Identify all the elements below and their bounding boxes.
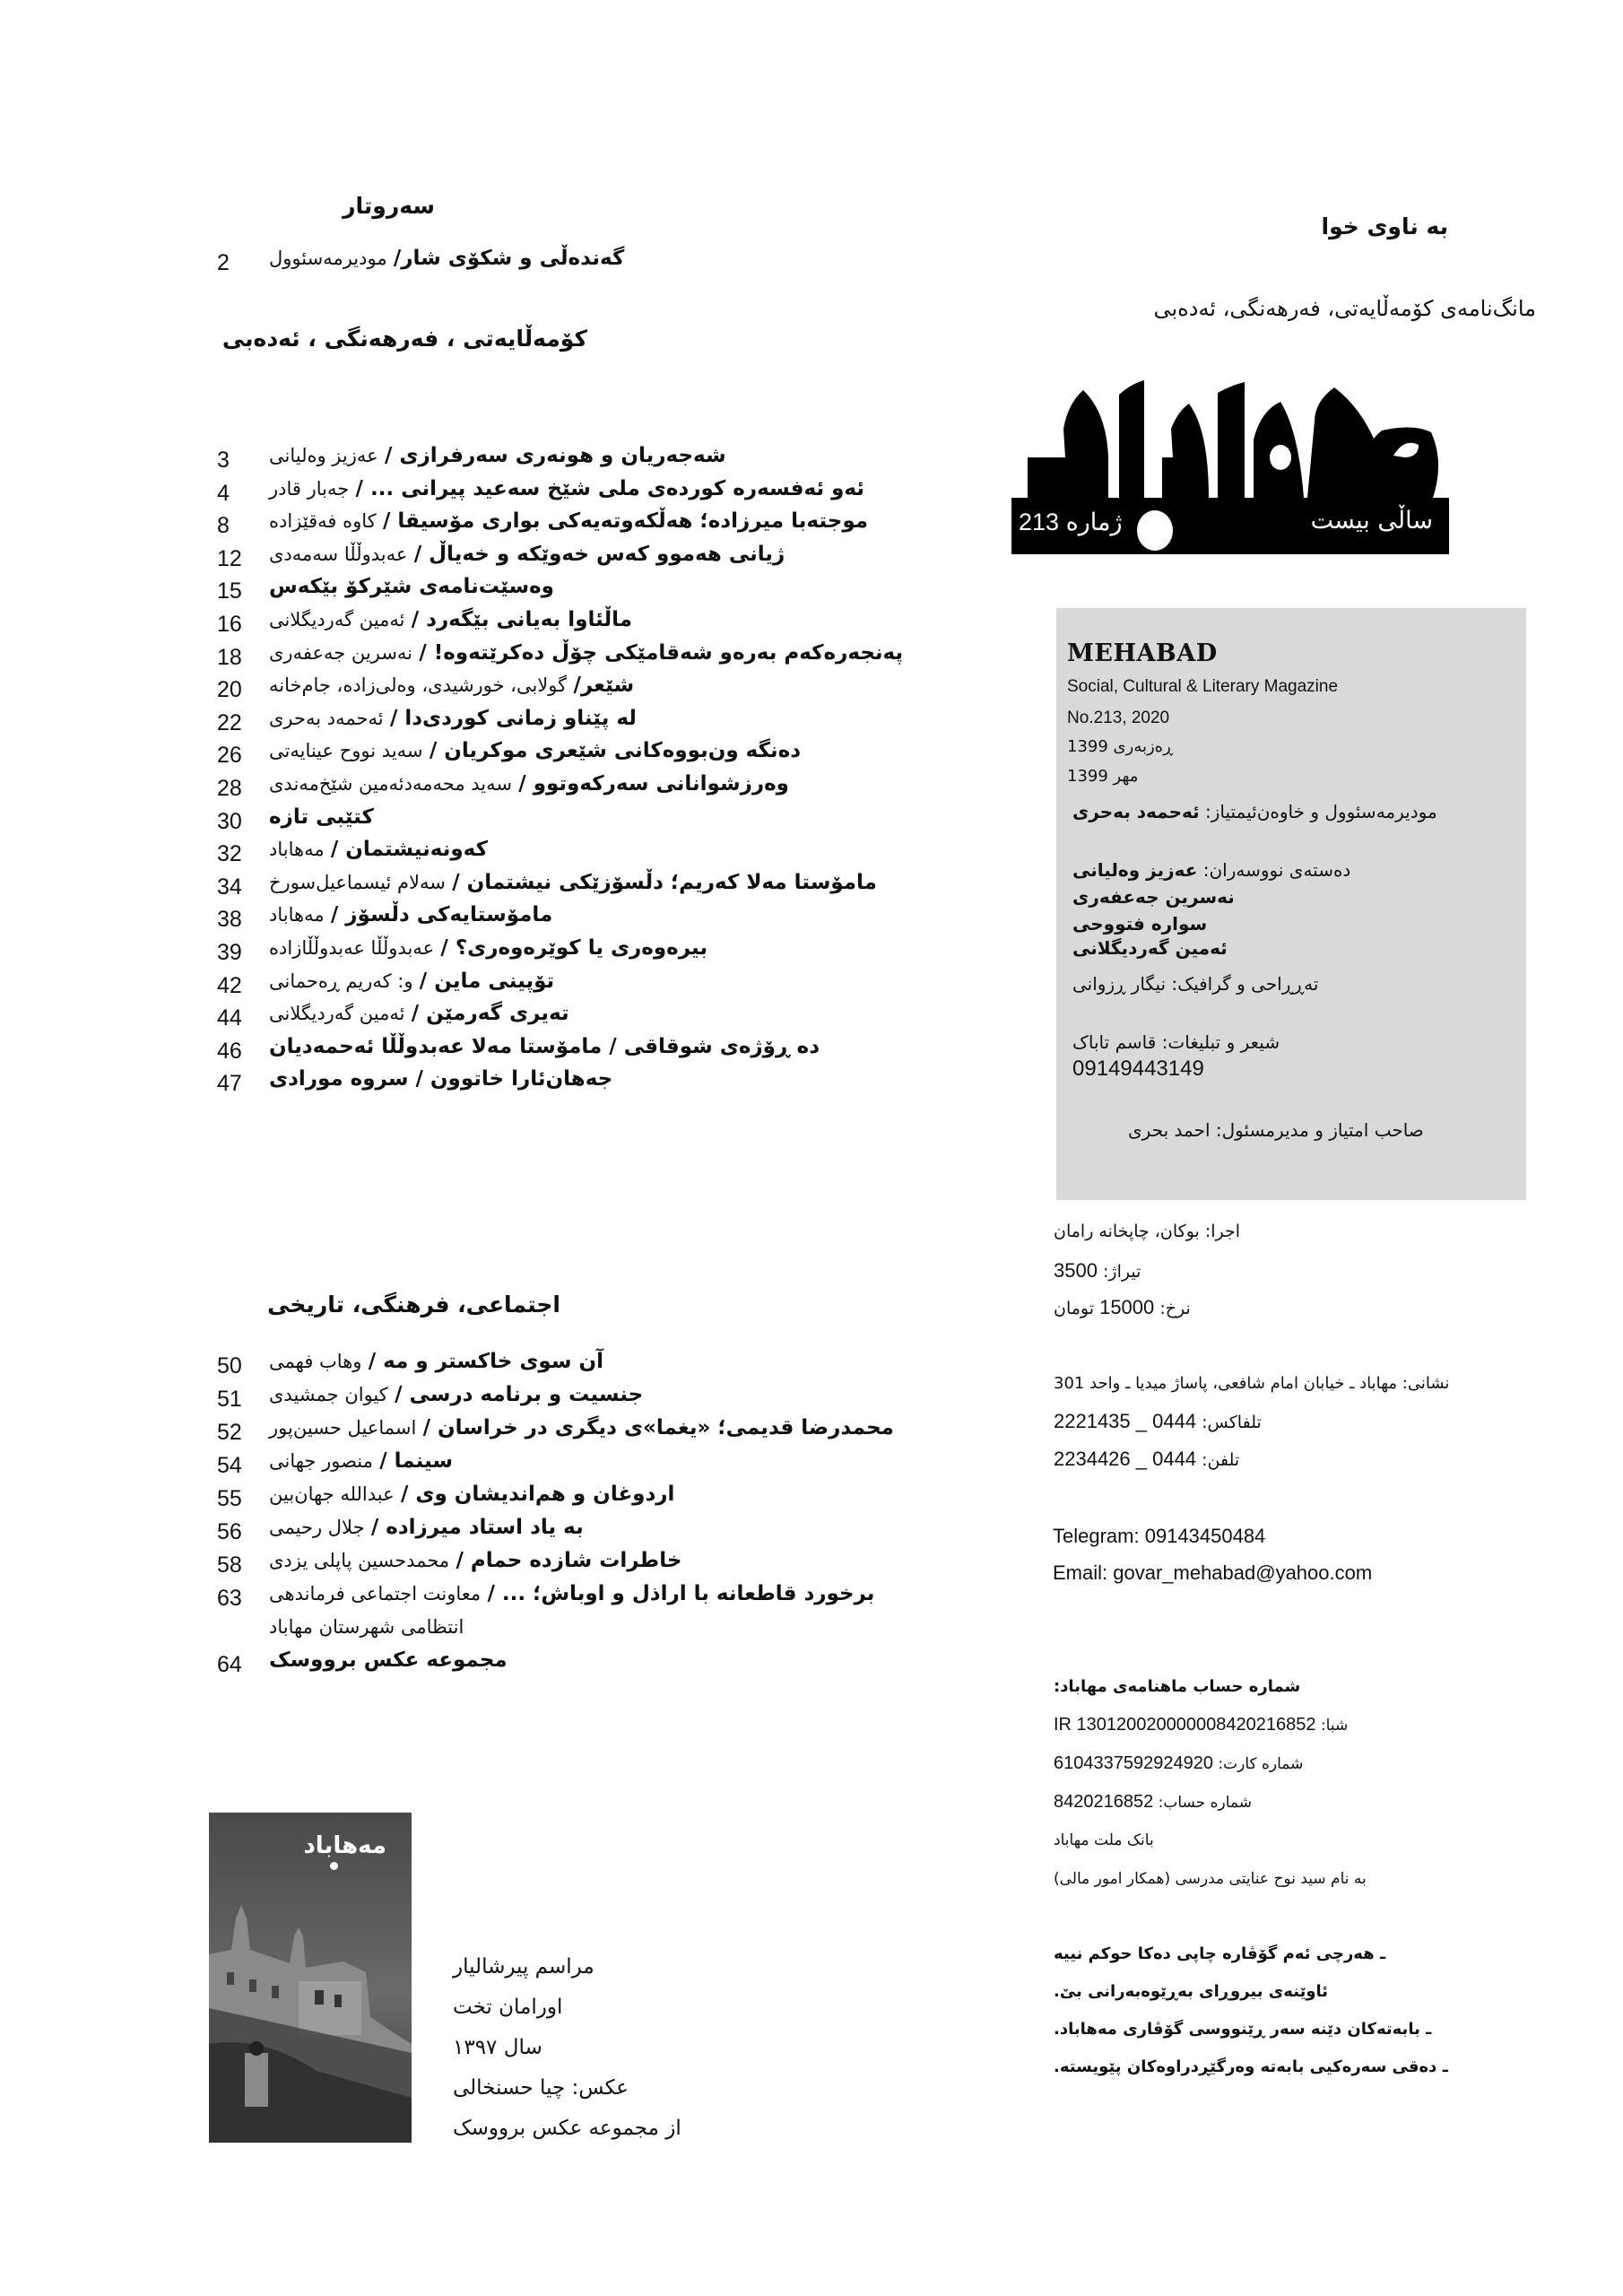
cover-caption-line: عکس: چیا حسنخالی [453,2076,629,2100]
toc-entry[interactable] [206,707,995,743]
note-line: ـ هه‌رچی ئه‌م گۆڤاره چاپی ده‌کا حوکم نییه [1054,1944,1386,1963]
toc-entry[interactable] [206,871,995,907]
toc-page-number: 64 [217,1652,242,1677]
toc-entry-text [269,1549,681,1572]
sheba-label: شبا: [1320,1717,1349,1735]
building-photo-icon [209,1900,412,2143]
toc-entry-text [269,444,726,467]
toc-title: مامۆستا مه‌لا که‌ریم؛ دڵسۆزێکی نیشتمان / [452,870,877,894]
toc-title: سینما / [379,1449,454,1473]
toc-page-number: 56 [217,1519,242,1544]
ads-credit: شیعر و تبلیغات: قاسم تاباک [1072,1031,1280,1053]
fax-line [1054,1410,1262,1433]
price-value: 15000 [1099,1296,1155,1318]
toc-author: عه‌زیز وه‌لیانی [269,445,378,466]
fax-number: 0444 _ 2221435 [1054,1410,1197,1432]
toc-page-number: 58 [217,1552,242,1578]
toc-title: جه‌هان‌ئارا خاتوون / سروه مورادی [269,1067,613,1091]
section-heading-editorial: سه‌روتار [343,193,435,219]
toc-entry-text [269,936,707,960]
toc-page-number: 32 [217,841,242,867]
toc-entry-text [269,838,488,861]
phone-number: 0444 _ 2234426 [1054,1448,1197,1470]
toc-page-number: 2 [217,250,230,275]
toc-page-number: 54 [217,1453,242,1478]
toc-entry[interactable] [206,970,995,1005]
toc-entry[interactable] [206,477,995,513]
cover-caption-line: اورامان تخت [453,1996,563,2019]
toc-title: موجته‌با میرزاده؛ هه‌ڵکه‌وته‌یه‌کی بواری مۆسیقا / [382,509,868,534]
circulation-value: 3500 [1054,1259,1098,1282]
toc-entry[interactable] [206,1582,995,1618]
toc-entry[interactable] [206,608,995,644]
toc-entry-text [269,543,785,566]
card-label: شماره کارت: [1218,1755,1304,1773]
bismillah-heading: به ناوی خوا [1321,213,1448,239]
toc-entry-text [269,509,868,533]
toc-entry-text [269,608,632,631]
toc-author: مودیرمه‌سئوول [269,248,387,269]
cover-thumbnail [209,1813,412,2143]
cover-logo: مه‌هاباد [303,1832,386,1859]
toc-entry[interactable] [206,739,995,775]
toc-page-number: 47 [217,1071,242,1097]
note-line: ـ بابه‌ته‌کان دێنه سه‌ر ڕێنووسی گۆڤاری مه‌هاباد. [1054,2020,1432,2039]
toc-entry-text [269,739,801,762]
toc-title: تۆپینی ماین / [419,969,555,993]
board-member: عه‌زیز وه‌لیانی [1072,859,1198,881]
toc-title: آن سوی خاکستر و مه / [368,1350,603,1373]
toc-author: نه‌سرین جه‌عفه‌ری [269,641,413,664]
toc-author: مه‌هاباد [269,904,325,926]
toc-entry-text [269,1383,643,1406]
card-line [1054,1753,1303,1774]
ads-phone: 09149443149 [1072,1057,1204,1081]
toc-author: عبدالله جهان‌بین [269,1483,395,1505]
circulation-line [1054,1259,1141,1283]
toc-entry-text [269,1350,603,1373]
magazine-tagline: مانگ‌نامه‌ی کۆمه‌ڵایه‌تی، فه‌رهه‌نگی، ئه‌ده‌بی [1153,296,1536,321]
section-heading-kurdish: کۆمه‌ڵایه‌تی ، فه‌رهه‌نگی ، ئه‌ده‌بی [221,326,587,352]
toc-page-number: 26 [217,743,242,769]
toc-page-number: 12 [217,545,242,571]
toc-title: که‌ونه‌نیشتمان / [330,838,489,862]
toc-page-number: 15 [217,578,242,604]
toc-entry[interactable] [206,575,995,611]
toc-entry[interactable] [206,509,995,545]
toc-author: سه‌ید نووح عینایه‌تی [269,740,423,762]
toc-entry-text [269,1582,874,1605]
toc-entry[interactable] [206,1483,995,1518]
toc-entry-text [269,674,634,697]
board-line [1072,859,1350,881]
toc-entry[interactable] [206,641,995,677]
editor-name: ئه‌حمه‌د به‌حری [1072,801,1200,822]
toc-entry[interactable] [206,903,995,939]
toc-entry[interactable] [206,1648,995,1684]
toc-page-number: 20 [217,677,242,703]
toc-entry[interactable] [206,674,995,709]
logo-wordmark [1019,368,1445,498]
section-heading-persian: اجتماعی، فرهنگی، تاریخی [267,1292,560,1318]
toc-entry-text [269,1035,820,1058]
telegram-contact[interactable]: Telegram: 09143450484 [1053,1525,1266,1547]
board-member: نه‌سرین جه‌عفه‌ری [1072,886,1235,908]
toc-author: انتظامی شهرستان مهاباد [269,1616,464,1638]
toc-author: اسماعیل حسین‌پور [269,1417,417,1439]
price-unit: تومان [1054,1299,1095,1318]
toc-title: وه‌سێت‌نامه‌ی شێرکۆ بێکه‌س [269,575,554,599]
toc-page-number: 38 [217,907,242,933]
price-line [1054,1296,1191,1319]
account-holder: به نام سید نوح عنایتی مدرسی (همکار امور مالی) [1054,1870,1367,1888]
toc-entry-text [269,1002,569,1025]
toc-entry-text [269,707,637,730]
toc-page-number: 16 [217,612,242,637]
logo-dot-icon [1137,510,1173,551]
toc-entry-text [269,1516,584,1539]
toc-page-number: 42 [217,972,242,998]
toc-entry-text [269,903,552,926]
toc-entry[interactable] [206,805,995,841]
circulation-label: تیراژ: [1103,1262,1141,1282]
mehabad-logo [1011,368,1451,556]
toc-title: شێعر/ [573,674,635,698]
toc-author: عه‌بدوڵڵا سه‌مه‌دی [269,543,408,565]
issue-number: ژماره 213 [1019,509,1123,535]
phone-line [1054,1448,1239,1471]
toc-title: ده ڕۆژه‌ی شوقاقی / مامۆستا مه‌لا عه‌بدوڵڵا ئه‌حمه‌دیان [269,1034,820,1058]
date-kurdish: ڕه‌زبه‌ری 1399 [1067,737,1174,756]
board-member: ئه‌مین گه‌ردیگلانی [1072,937,1228,959]
toc-entry[interactable] [206,1516,995,1552]
year-label: ساڵی بیست [1310,507,1433,535]
account-line [1054,1792,1252,1813]
colophon-box [1056,608,1526,1200]
address-line: نشانی: مهاباد ـ خیابان امام شافعی، پاساژ میدیا ـ واحد 301 [1054,1374,1450,1393]
toc-entry-text [269,641,903,665]
toc-author: منصور جهانی [269,1450,373,1472]
toc-page-number: 3 [217,448,230,473]
toc-author: کیوان جمشیدی [269,1384,388,1405]
toc-author: ئه‌حمه‌د به‌حری [269,707,384,729]
cover-caption-line: سال ۱۳۹۷ [453,2036,542,2059]
toc-entry[interactable] [206,247,995,283]
toc-entry-text [269,1449,453,1473]
toc-page-number: 22 [217,709,242,735]
toc-entry[interactable] [206,772,995,808]
toc-author: مه‌هاباد [269,839,325,861]
price-label: نرخ: [1159,1299,1191,1318]
toc-author: سه‌لام ئیسماعیل‌سورخ [269,871,446,893]
toc-page-number: 63 [217,1586,242,1611]
toc-author: عه‌بدوڵڵا عه‌بدوڵڵازاده [269,937,435,959]
toc-title: ماڵئاوا به‌یانی بێگه‌رد / [411,608,633,631]
toc-author: جلال رحیمی [269,1517,365,1538]
toc-author: معاونت اجتماعی فرماندهی [269,1583,482,1605]
cover-logo-dot-icon [330,1862,338,1870]
toc-page-number: 8 [217,513,230,539]
toc-page-number: 18 [217,644,242,670]
toc-author: جه‌بار قادر [269,477,350,500]
design-credit: ته‌ڕڕاحی و گرافیک: نیگار ڕزوانی [1072,973,1319,995]
toc-entry-text [269,1067,612,1091]
toc-page-number: 44 [217,1005,242,1031]
toc-author: محمدحسین پاپلی یزدی [269,1550,450,1571]
toc-entry-text [269,970,554,993]
toc-entry-text [269,1615,464,1639]
english-subtitle: Social, Cultural & Literary Magazine [1067,677,1339,696]
owner-line: صاحب امتیاز و مدیرمسئول: احمد بحری [1128,1119,1424,1141]
note-line: ـ ده‌قی سه‌ره‌کیی بابه‌ته وه‌رگێڕدراوه‌کان پێویسته. [1054,2057,1448,2076]
toc-entry-text [269,1483,674,1506]
english-title: MEHABAD [1067,639,1218,667]
board-member: سواره فتووحی [1072,913,1208,935]
toc-entry-text [269,477,864,500]
toc-entry[interactable] [206,936,995,972]
toc-entry-text [269,1416,894,1439]
toc-title: بیره‌وه‌ری یا کوێره‌وه‌ری؟ / [440,936,708,960]
toc-page-number: 52 [217,1420,242,1445]
sheba-number: IR 130120020000008420216852 [1054,1715,1316,1735]
card-number: 6104337592924920 [1054,1753,1213,1773]
toc-title: به یاد استاد میرزاده / [370,1516,584,1539]
toc-title: محمدرضا قدیمی؛ «یغما»ی دیگری در خراسان / [422,1416,894,1439]
toc-entry-text [269,575,554,598]
date-persian: مهر 1399 [1067,767,1139,786]
toc-entry[interactable] [206,1067,995,1103]
toc-author: ئه‌مین گه‌ردیگلانی [269,1003,405,1025]
toc-title: مامۆستایه‌کی دڵسۆز / [330,903,553,927]
board-label: ده‌سته‌ی نووسه‌ران: [1202,859,1351,881]
toc-author: گولابی، خورشیدی، وه‌لی‌زاده، جام‌خانه [269,674,568,697]
sheba-line [1054,1715,1348,1735]
toc-title: په‌نجه‌ره‌که‌م به‌ره‌و شه‌قامێکی چۆڵ ده‌کرێته‌وه‌! / [419,640,904,665]
toc-title: کتێبی تازه [269,804,374,829]
toc-entry-text [269,1648,508,1672]
toc-page-number: 51 [217,1387,242,1412]
english-issue: No.213, 2020 [1067,709,1170,727]
toc-author: کاوه فه‌قێزاده [269,510,377,533]
toc-entry[interactable] [206,1449,995,1485]
toc-page-number: 46 [217,1038,242,1064]
toc-title: مجموعه عکس برووسک [269,1648,508,1672]
toc-entry[interactable] [206,1350,995,1386]
toc-title: اردوغان و هم‌اندیشان وی / [400,1483,675,1506]
toc-entry[interactable] [206,543,995,578]
toc-title: شه‌جه‌ریان و هونه‌ری سه‌رفرازی / [384,444,726,467]
toc-author: وهاب فهمی [269,1351,362,1372]
logo-issue-bar [1011,498,1449,554]
toc-title: ته‌یری گه‌رمێن / [411,1002,569,1026]
toc-entry[interactable] [206,1035,995,1071]
toc-entry[interactable] [206,838,995,874]
toc-page-number: 34 [217,874,242,900]
toc-title: وه‌رزشوانانی سه‌رکه‌وتوو / [518,772,789,796]
fax-label: تلفاکس: [1202,1413,1262,1432]
toc-entry[interactable] [206,1383,995,1419]
toc-page-number: 28 [217,776,242,801]
toc-entry-text [269,772,789,796]
toc-entry[interactable] [206,1549,995,1585]
phone-label: تلفن: [1202,1450,1240,1470]
toc-entry[interactable] [206,1002,995,1038]
cover-caption-line: مراسم پیرشالیار [453,1955,595,1979]
toc-title: برخورد قاطعانه با اراذل و اوباش؛ ... / [487,1582,875,1605]
toc-title: ژیانی هه‌موو که‌س خه‌وێکه و خه‌یاڵ / [413,542,785,566]
toc-title: خاطرات شازده حمام / [456,1549,682,1572]
email-contact[interactable]: Email: govar_mehabad@yahoo.com [1053,1561,1373,1584]
toc-title: گه‌نده‌ڵی و شکۆی شار/ [393,247,625,270]
editor-line [1072,801,1437,822]
toc-entry[interactable] [206,444,995,480]
bank-name: بانک ملت مهاباد [1054,1831,1154,1849]
toc-page-number: 30 [217,808,242,834]
toc-author: سه‌ید محه‌مه‌دئه‌مین شێخ‌مه‌ندی [269,773,512,795]
toc-entry-text [269,805,374,829]
toc-title: له پێناو زمانی کوردی‌دا / [389,706,637,730]
note-line: ئاوێنه‌ی بیروڕای به‌ڕێوه‌به‌رانی بێ. [1054,1982,1329,2001]
account-label: شماره حساب: [1158,1794,1252,1812]
toc-page-number: 55 [217,1486,242,1511]
cover-caption-line: از مجموعه عکس برووسک [453,2117,681,2140]
toc-page-number: 4 [217,480,230,506]
toc-entry[interactable] [206,1416,995,1452]
toc-entry-text [269,247,624,270]
toc-author: ئه‌مین گه‌ردیگلانی [269,609,405,631]
toc-title: جنسیت و برنامه درسی / [395,1383,644,1406]
toc-entry-text [269,871,877,894]
toc-title: ده‌نگه ون‌بووه‌کانی شێعری موکریان / [429,739,802,763]
toc-page-number: 39 [217,940,242,965]
editor-label: مودیرمه‌سئوول و خاوه‌ن‌ئیمتیاز: [1205,801,1437,822]
toc-author: و: که‌ریم ڕه‌حمانی [269,970,413,992]
account-number: 8420216852 [1054,1792,1154,1812]
bank-heading: شماره حساب ماهنامه‌ی مهاباد: [1054,1677,1301,1696]
toc-page-number: 50 [217,1353,242,1378]
toc-title: ئه‌و ئه‌فسه‌ره کورده‌ی ملی شێخ سه‌عید پیرانی ... / [355,476,864,500]
printer-line: اجرا: بوکان، چاپخانه رامان [1054,1222,1241,1241]
toc-entry[interactable] [206,1615,995,1651]
